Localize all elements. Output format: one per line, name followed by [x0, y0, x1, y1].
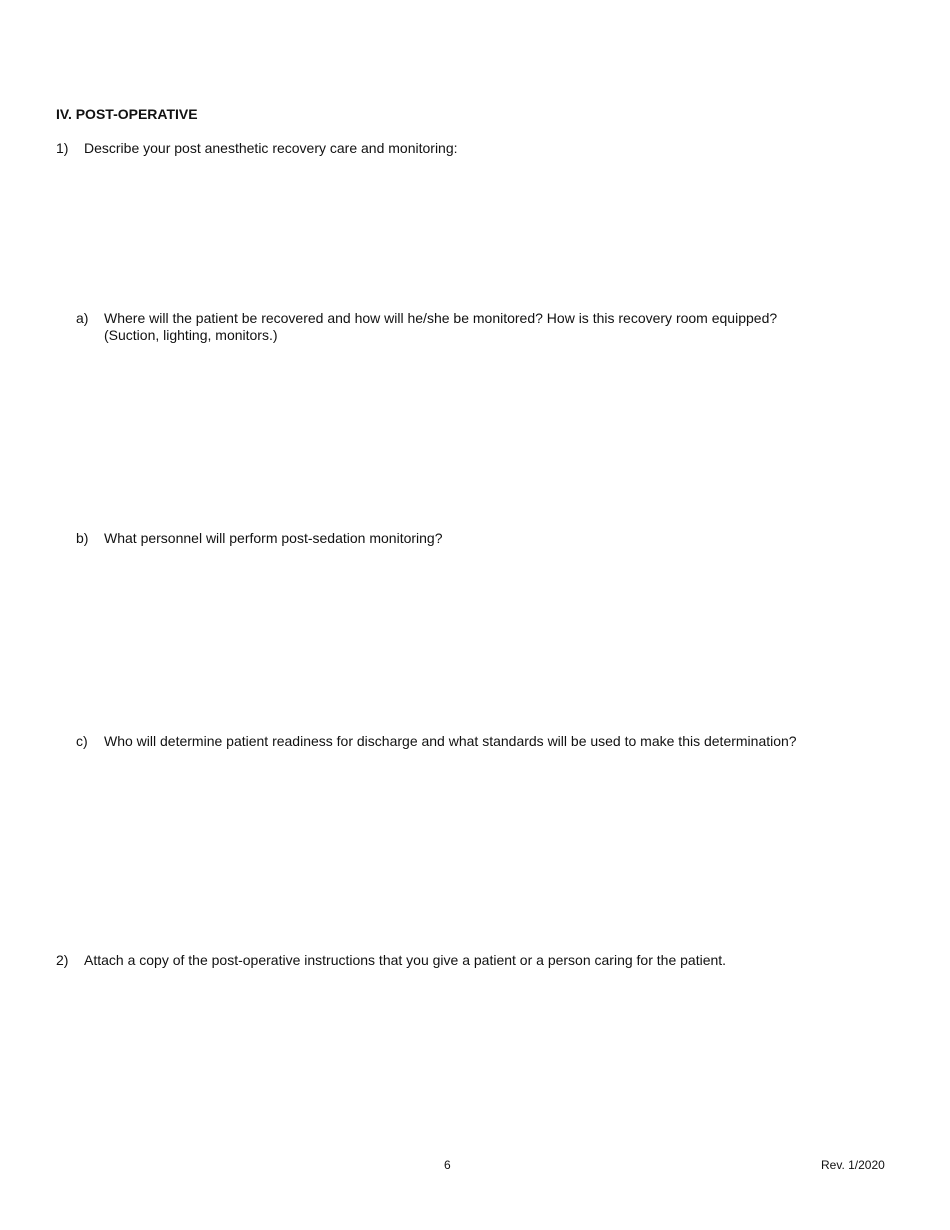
question-marker: 1): [56, 140, 69, 156]
question-marker: b): [76, 530, 89, 546]
revision-label: Rev. 1/2020: [821, 1158, 885, 1172]
question-text: Who will determine patient readiness for discharge and what standards will be used to make this determination?: [104, 733, 797, 749]
page-number: 6: [444, 1158, 451, 1172]
question-marker: a): [76, 310, 89, 326]
question-marker: c): [76, 733, 88, 749]
question-text: Attach a copy of the post-operative instructions that you give a patient or a person caring for the patient.: [84, 952, 727, 968]
question-text: Describe your post anesthetic recovery care and monitoring:: [84, 140, 458, 156]
question-marker: 2): [56, 952, 69, 968]
question-text: What personnel will perform post-sedation monitoring?: [104, 530, 443, 546]
question-text: Where will the patient be recovered and how will he/she be monitored? How is this recovery room equipped?: [104, 310, 778, 326]
section-heading: IV. POST-OPERATIVE: [56, 106, 198, 122]
question-text-line2: (Suction, lighting, monitors.): [104, 327, 278, 343]
